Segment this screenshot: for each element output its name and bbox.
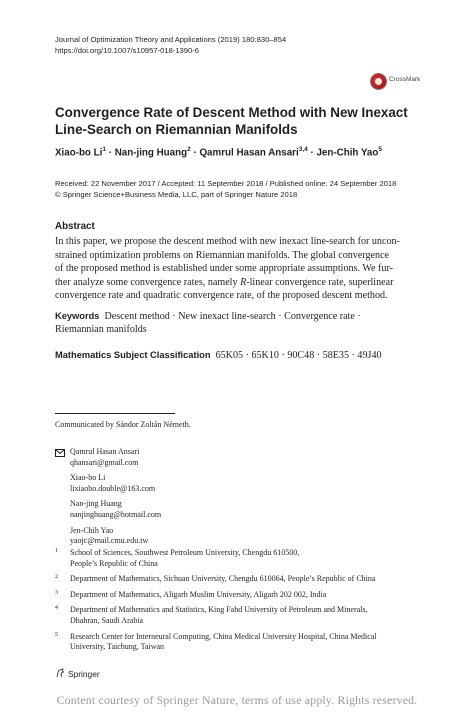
contact-email[interactable]: yaojc@mail.cmu.edu.tw (70, 536, 149, 546)
keywords-line-1: Descent method · New inexact line-search · Convergence rate · (104, 311, 361, 322)
affiliation-line: School of Sciences, Southwest Petroleum University, Chengdu 610500, (70, 548, 300, 557)
crossmark-icon (370, 73, 387, 90)
envelope-icon (55, 449, 65, 457)
crossmark-badge[interactable] (370, 73, 440, 89)
author-affil-ref: 1 (102, 146, 106, 153)
affiliations (55, 548, 435, 658)
affiliation-line: Department of Mathematics, Sichuan University, Chengdu 610064, People’s Republic of China (70, 574, 376, 584)
contact-entry (55, 526, 435, 547)
contact-entry (55, 499, 435, 520)
affiliation-line: Department of Mathematics, Aligarh Muslim University, Aligarh 202 002, India (70, 589, 327, 599)
affiliation-number: 5 (55, 631, 58, 638)
affiliation-number: 4 (55, 605, 58, 612)
author-affil-ref: 3,4 (298, 146, 308, 153)
title-line-1: Convergence Rate of Descent Method with New Inexact (55, 105, 408, 120)
abstract-body (55, 235, 422, 303)
msc-codes: 65K05 · 65K10 · 90C48 · 58E35 · 49J40 (215, 350, 382, 361)
affiliation-item (55, 605, 435, 626)
keywords-line-2: Riemannian manifolds (55, 324, 147, 336)
msc-classification (55, 350, 382, 361)
abstract-heading: Abstract (55, 221, 95, 232)
contact-name: Qamrul Hasan Ansari (70, 447, 140, 456)
abstract-line: In this paper, we propose the descent method with new inexact line-search for uncon- (55, 236, 400, 247)
contact-entry (55, 473, 435, 494)
doi-link[interactable]: https://doi.org/10.1007/s10957-018-1390-6 (55, 46, 199, 55)
keywords (55, 310, 425, 337)
author-separator: · (105, 147, 115, 159)
author-name: Xiao-bo Li (55, 147, 103, 159)
dates-line: Received: 22 November 2017 / Accepted: 11 September 2018 / Published online: 24 September 2018 (55, 179, 397, 188)
author-affil-ref: 2 (187, 146, 191, 153)
contact-email[interactable]: qhansari@gmail.com (70, 457, 139, 467)
author-contacts (55, 447, 435, 552)
author-name: Nan-jing Huang (114, 147, 188, 159)
abstract-line: of the proposed method is established under some appropriate assumptions. We fur- (55, 263, 393, 275)
affiliation-line: Research Center for Interneural Computing, China Medical University Hospital, China Medical (70, 631, 377, 641)
abstract-line: strained optimization problems on Riemannian manifolds. The global convergence (55, 249, 390, 261)
contact-email[interactable]: nanjinghuang@hotmail.com (70, 509, 162, 519)
contact-name: Jen-Chih Yao (70, 525, 114, 535)
crossmark-label: CrossMark (389, 76, 421, 83)
abstract-line: ther analyze some convergence rates, namely R-linear convergence rate, superlinear (55, 276, 394, 288)
affiliation-item (55, 632, 435, 653)
affiliation-number: 1 (55, 548, 58, 554)
journal-header (55, 34, 286, 56)
journal-citation: Journal of Optimization Theory and Applications (2019) 180:830–854 (55, 35, 287, 44)
springer-horse-icon (55, 668, 65, 678)
publisher-footer (55, 668, 100, 679)
title-line-2: Line-Search on Riemannian Manifolds (55, 122, 298, 137)
author-separator: · (307, 147, 317, 159)
abstract-line: convergence rate and quadratic convergence rate, of the proposed descent method. (55, 290, 388, 302)
keywords-label: Keywords (55, 311, 100, 321)
affiliation-number: 2 (55, 574, 58, 581)
affiliation-item (55, 574, 435, 585)
affiliation-line: Dhahran, Saudi Arabia (70, 615, 144, 625)
affiliation-item (55, 548, 435, 569)
author-name: Jen-Chih Yao (316, 147, 379, 159)
copyright-line: © Springer Science+Business Media, LLC, part of Springer Nature 2018 (55, 190, 298, 199)
contact-entry (55, 447, 435, 468)
affiliation-line: Department of Mathematics and Statistics, King Fahd University of Petroleum and Minerals, (70, 605, 368, 615)
author-name: Qamrul Hasan Ansari (199, 147, 299, 159)
affiliation-item (55, 590, 435, 601)
publication-info (55, 178, 396, 200)
publisher-name: Springer (68, 669, 100, 679)
author-affil-ref: 5 (378, 146, 382, 153)
author-list (55, 146, 382, 158)
affiliation-line: People’s Republic of China (70, 558, 158, 568)
affiliation-number: 3 (55, 589, 58, 596)
communicated-by: Communicated by Sándor Zoltán Németh. (55, 420, 191, 429)
contact-name: Xiao-bo Li (70, 473, 106, 483)
contact-name: Nan-jing Huang (70, 499, 122, 509)
footnote-divider (55, 413, 175, 414)
author-separator: · (190, 147, 200, 159)
msc-label: Mathematics Subject Classification (55, 350, 211, 360)
contact-email[interactable]: lixiaobo.double@163.com (70, 483, 156, 493)
paper-title (55, 104, 435, 138)
courtesy-watermark: Content courtesy of Springer Nature, terms of use apply. Rights reserved. (56, 693, 418, 707)
affiliation-line: University, Taichung, Taiwan (70, 642, 165, 652)
